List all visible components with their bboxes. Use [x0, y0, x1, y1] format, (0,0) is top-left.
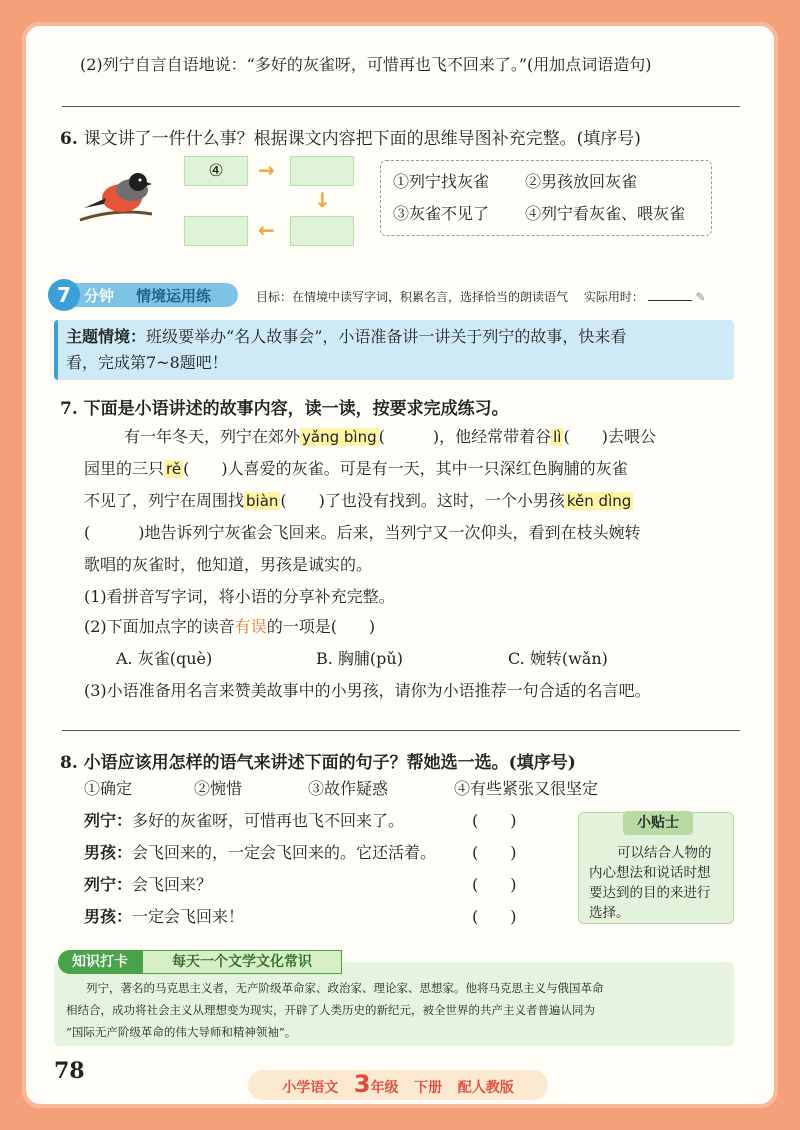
q6-option-1: ①列宁找灰雀	[393, 172, 490, 191]
q6-option-2: ②男孩放回灰雀	[525, 172, 638, 191]
dialogue-line-4: 男孩：一定会飞回来！	[84, 907, 245, 926]
q6-number: 6.	[60, 129, 78, 149]
q6-text: 课文讲了一件什么事？根据课文内容把下面的思维导图补充完整。(填序号)	[83, 129, 641, 149]
q7-sub2: (2)下面加点字的读音有误的一项是( )	[84, 617, 376, 636]
q7-title: 7. 下面是小语讲述的故事内容，读一读，按要求完成练习。	[60, 399, 509, 419]
page-number: 78	[54, 1058, 85, 1084]
answer-blank-2[interactable]: ( )	[472, 843, 517, 862]
q8-title: 8. 小语应该用怎样的语气来讲述下面的句子？帮她选一选。(填序号)	[60, 753, 576, 773]
answer-line	[62, 106, 740, 107]
q8-option-1: ①确定	[84, 779, 133, 798]
q5-sub2: (2)列宁自言自语地说：“多好的灰雀呀，可惜再也飞不回来了。”(用加点词语造句)	[80, 55, 652, 74]
footer-edition: 配人教版	[457, 1080, 514, 1096]
story-line-4: ( )地告诉列宁灰雀会飞回来。后来，当列宁又一次仰头，看到在枝头婉转	[84, 523, 641, 542]
answer-line	[62, 730, 740, 731]
pencil-icon: ✎	[695, 290, 706, 304]
footer-grade: 年级	[370, 1080, 399, 1096]
mindmap-box-4[interactable]	[184, 216, 248, 246]
bird-icon	[76, 168, 156, 230]
arrow-left-icon: ←	[258, 218, 275, 242]
q7-sub1: (1)看拼音写字词，将小语的分享补充完整。	[84, 587, 395, 606]
footer-subject: 小学语文	[282, 1080, 339, 1096]
pinyin-1: yǎng bìng	[302, 428, 377, 446]
knowledge-box	[54, 962, 734, 1046]
q6-option-3: ③灰雀不见了	[393, 204, 490, 223]
arrow-right-icon: →	[258, 158, 275, 182]
tip-line-4: 选择。	[589, 905, 630, 921]
footer-grade-num: 3	[353, 1070, 371, 1098]
answer-blank-4[interactable]: ( )	[472, 907, 517, 926]
q6-option-4: ④列宁看灰雀、喂灰雀	[525, 204, 686, 223]
blank-2[interactable]: ( )去喂公	[563, 427, 656, 446]
scene-box	[54, 320, 734, 380]
pinyin-4: biàn	[246, 492, 279, 510]
pinyin-3: rě	[166, 460, 182, 478]
mindmap-box-1[interactable]: ④	[184, 156, 248, 186]
answer-blank-3[interactable]: ( )	[472, 875, 517, 894]
footer-banner	[248, 1070, 548, 1100]
story-line-3: 不见了，列宁在周围找 biàn ( )了也没有找到。这时，一个小男孩 kěn dìng	[84, 491, 632, 510]
dialogue-line-1: 列宁：多好的灰雀呀，可惜再也飞不回来了。	[84, 811, 405, 830]
section-banner	[48, 283, 238, 307]
knowledge-line-2: 相结合，成功将社会主义从理想变为现实，开辟了人类历史的新纪元，被全世界的共产主义者普遍认同为	[66, 1003, 595, 1017]
section-label: 情境运用练	[136, 287, 212, 305]
story-line-5: 歌唱的灰雀时，他知道，男孩是诚实的。	[84, 555, 373, 574]
section-unit: 分钟	[84, 287, 115, 305]
pinyin-5: kěn dìng	[566, 492, 632, 510]
tip-line-1: 可以结合人物的	[617, 845, 712, 861]
tip-title: 小贴士	[623, 811, 693, 835]
footer-volume: 下册	[414, 1080, 443, 1096]
tip-line-3: 要达到的目的来进行	[589, 885, 711, 901]
section-minutes: 7	[48, 279, 80, 311]
scene-line-2: 看，完成第7~8题吧！	[66, 353, 228, 372]
tip-box	[578, 812, 734, 924]
story-line-1: 有一年冬天，列宁在郊外 yǎng bìng ( )，他经常带着谷 lì ( )去喂公	[124, 427, 656, 446]
blank-3[interactable]: ( )人喜爱的灰雀。可是有一天，其中一只深红色胸脯的灰雀	[183, 459, 628, 478]
mindmap-box-3[interactable]	[290, 216, 354, 246]
tip-line-2: 内心想法和说话时想	[589, 865, 711, 881]
option-b[interactable]: B. 胸脯(pǔ)	[316, 649, 403, 668]
knowledge-tag	[58, 950, 348, 974]
q6-options-box	[380, 160, 712, 236]
mindmap-box-2[interactable]	[290, 156, 354, 186]
q8-option-4: ④有些紧张又很坚定	[454, 779, 599, 798]
option-c[interactable]: C. 婉转(wǎn)	[508, 649, 608, 668]
knowledge-line-1: 列宁，著名的马克思主义者，无产阶级革命家、政治家、理论家、思想家。他将马克思主义与俄国革命	[86, 981, 604, 995]
time-input[interactable]	[648, 300, 692, 301]
knowledge-tag-label: 知识打卡	[58, 950, 142, 974]
q6-title	[60, 124, 641, 149]
dialogue-line-3: 列宁：会飞回来？	[84, 875, 213, 894]
time-label: 实际用时：	[583, 290, 644, 304]
option-a[interactable]: A. 灰雀(què)	[116, 649, 213, 668]
knowledge-subtitle: 每天一个文学文化常识	[142, 950, 342, 974]
answer-blank-1[interactable]: ( )	[472, 811, 517, 830]
dialogue-line-2: 男孩：会飞回来的，一定会飞回来的。它还活着。	[84, 843, 437, 862]
section-goal: 目标：在情境中读写字词，积累名言，选择恰当的朗读语气 实际用时： ✎	[256, 290, 706, 304]
story-line-2: 园里的三只 rě ( )人喜爱的灰雀。可是有一天，其中一只深红色胸脯的灰雀	[84, 459, 628, 478]
blank-1[interactable]: ( )，他经常带着谷	[378, 427, 552, 446]
q8-option-2: ②惋惜	[194, 779, 243, 798]
scene-line-1: 主题情境：班级要举办“名人故事会”，小语准备讲一讲关于列宁的故事，快来看	[66, 327, 627, 346]
arrow-down-icon: ↓	[314, 188, 331, 212]
q7-sub3: (3)小语准备用名言来赞美故事中的小男孩，请你为小语推荐一句合适的名言吧。	[84, 681, 651, 700]
pinyin-2: lì	[553, 428, 562, 446]
q8-option-3: ③故作疑惑	[308, 779, 389, 798]
blank-4[interactable]: ( )了也没有找到。这时，一个小男孩	[280, 491, 565, 510]
knowledge-line-3: “国际无产阶级革命的伟大导师和精神领袖”。	[66, 1025, 297, 1039]
